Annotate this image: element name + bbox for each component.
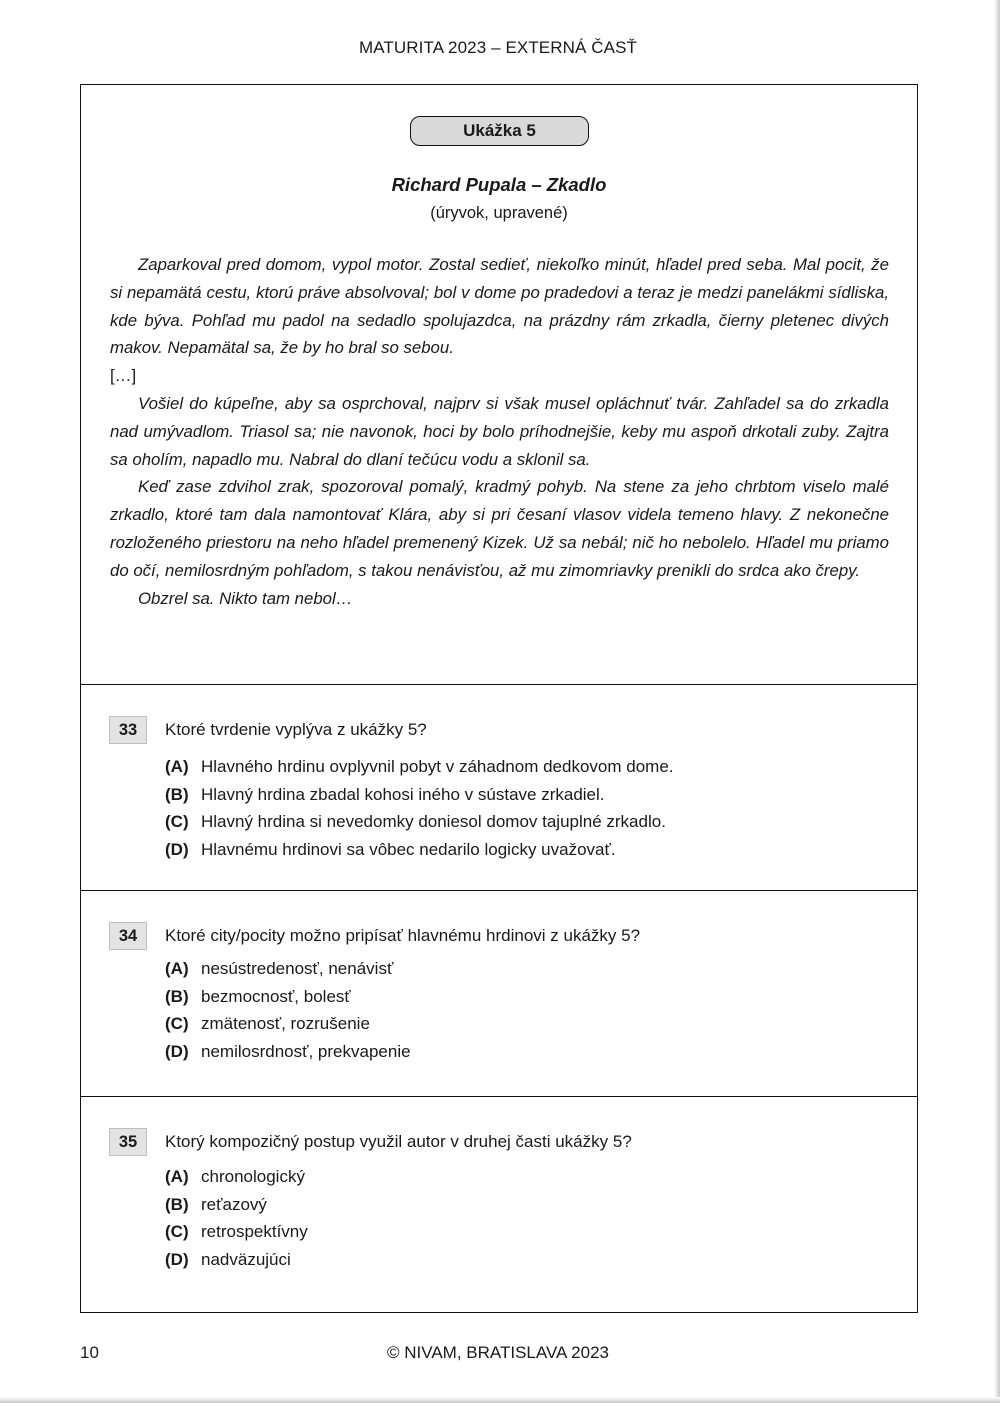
page-number: 10 bbox=[80, 1343, 99, 1362]
option-letter: (A) bbox=[165, 1167, 189, 1186]
ukazka-section bbox=[81, 85, 917, 684]
page-edge-shadow-right bbox=[994, 0, 1000, 1403]
question-33 bbox=[81, 684, 917, 890]
passage-title: Richard Pupala – Zkadlo bbox=[391, 174, 607, 195]
option-letter: (A) bbox=[165, 959, 189, 978]
answer-option-c[interactable] bbox=[165, 1220, 308, 1248]
option-text: Hlavného hrdinu ovplyvnil pobyt v záhadnom dedkovom dome. bbox=[201, 757, 674, 776]
question-text: Ktorý kompozičný postup využil autor v druhej časti ukážky 5? bbox=[165, 1132, 632, 1151]
option-text: reťazový bbox=[201, 1194, 267, 1214]
answer-option-d[interactable] bbox=[165, 1040, 411, 1068]
option-letter: (B) bbox=[165, 784, 189, 804]
option-text: Hlavný hrdina si nevedomky doniesol domov tajuplné zrkadlo. bbox=[201, 812, 666, 832]
option-text: Hlavnému hrdinovi sa vôbec nedarilo logicky uvažovať. bbox=[201, 839, 616, 859]
answer-option-c[interactable] bbox=[165, 1012, 411, 1040]
option-text: nadväzujúci bbox=[201, 1249, 291, 1269]
content-frame bbox=[80, 84, 918, 1313]
copyright-footer: © NIVAM, BRATISLAVA 2023 bbox=[387, 1343, 609, 1362]
page-edge-shadow-bottom bbox=[0, 1397, 1000, 1403]
question-text: Ktoré tvrdenie vyplýva z ukážky 5? bbox=[165, 720, 427, 739]
question-text: Ktoré city/pocity možno pripísať hlavnému hrdinovi z ukážky 5? bbox=[165, 926, 641, 945]
answer-option-a[interactable] bbox=[165, 1165, 308, 1193]
answer-option-a[interactable] bbox=[165, 755, 674, 783]
option-text: retrospektívny bbox=[201, 1222, 308, 1242]
option-text: nemilosrdnosť, prekvapenie bbox=[201, 1041, 411, 1061]
option-letter: (D) bbox=[165, 1249, 189, 1269]
option-text: nesústredenosť, nenávisť bbox=[201, 959, 394, 978]
option-letter: (C) bbox=[165, 1014, 189, 1034]
answer-option-d[interactable] bbox=[165, 1248, 308, 1276]
question-34 bbox=[81, 890, 917, 1096]
option-letter: (B) bbox=[165, 986, 189, 1006]
answer-options bbox=[165, 755, 674, 865]
option-letter: (A) bbox=[165, 757, 189, 776]
ukazka-label-badge: Ukážka 5 bbox=[410, 116, 589, 146]
option-letter: (C) bbox=[165, 1222, 189, 1242]
question-35 bbox=[81, 1096, 917, 1312]
passage-omission-mark: […] bbox=[110, 366, 137, 386]
passage-subtitle: (úryvok, upravené) bbox=[430, 204, 568, 222]
passage-paragraph: Zaparkoval pred domom, vypol motor. Zostal sedieť, niekoľko minút, hľadel pred seba. Mal pocit, že si nepamätá cestu, ktorú práve absolvoval; bol v dome po pradedovi a teraz je medzi panelákmi sídliska, kde býva. Pohľad mu padol na sedadlo spolujazdca, na prázdny rám zrkadla, čierny pletenec divých makov. Nepamätal sa, že by ho bral so sebou. bbox=[110, 255, 889, 358]
answer-option-b[interactable] bbox=[165, 985, 411, 1013]
option-text: bezmocnosť, bolesť bbox=[201, 986, 351, 1006]
passage-paragraph: Keď zase zdvihol zrak, spozoroval pomalý, kradmý pohyb. Na stene za jeho chrbtom viselo malé zrkadlo, ktoré tam dala namontovať Klára, aby si pri česaní vlasov videla temeno hlavy. Z nekonečne rozloženého priestoru na neho hľadel premenený Kizek. Už sa nebál; nič ho nebolelo. Hľadel mu priamo do očí, nemilosrdným pohľadom, s takou nenávisťou, až mu zimomriavky prenikli do srdca ako črepy. bbox=[110, 477, 889, 580]
option-text: zmätenosť, rozrušenie bbox=[201, 1014, 370, 1034]
question-number: 35 bbox=[109, 1128, 147, 1156]
answer-option-a[interactable] bbox=[165, 957, 411, 985]
option-letter: (B) bbox=[165, 1194, 189, 1214]
answer-options bbox=[165, 1165, 308, 1275]
option-letter: (C) bbox=[165, 812, 189, 832]
passage-text bbox=[110, 251, 889, 612]
question-number: 34 bbox=[109, 922, 147, 950]
answer-options bbox=[165, 957, 411, 1067]
answer-option-b[interactable] bbox=[165, 1193, 308, 1221]
option-text: chronologický bbox=[201, 1167, 305, 1186]
answer-option-d[interactable] bbox=[165, 838, 674, 866]
answer-option-c[interactable] bbox=[165, 810, 674, 838]
option-letter: (D) bbox=[165, 839, 189, 859]
option-text: Hlavný hrdina zbadal kohosi iného v sústave zrkadiel. bbox=[201, 784, 605, 804]
passage-paragraph: Vošiel do kúpeľne, aby sa osprchoval, najprv si však musel opláchnuť tvár. Zahľadel sa do zrkadla nad umývadlom. Triasol sa; nie navonok, hoci by bolo príhodnejšie, keby mu aspoň drkotali zuby. Zajtra sa oholím, napadlo mu. Nabral do dlaní tečúcu vodu a sklonil sa. bbox=[110, 393, 889, 469]
question-number: 33 bbox=[109, 716, 147, 744]
option-letter: (D) bbox=[165, 1041, 189, 1061]
running-header: MATURITA 2023 – EXTERNÁ ČASŤ bbox=[358, 38, 638, 57]
passage-paragraph: Obzrel sa. Nikto tam nebol… bbox=[138, 588, 353, 608]
answer-option-b[interactable] bbox=[165, 783, 674, 811]
